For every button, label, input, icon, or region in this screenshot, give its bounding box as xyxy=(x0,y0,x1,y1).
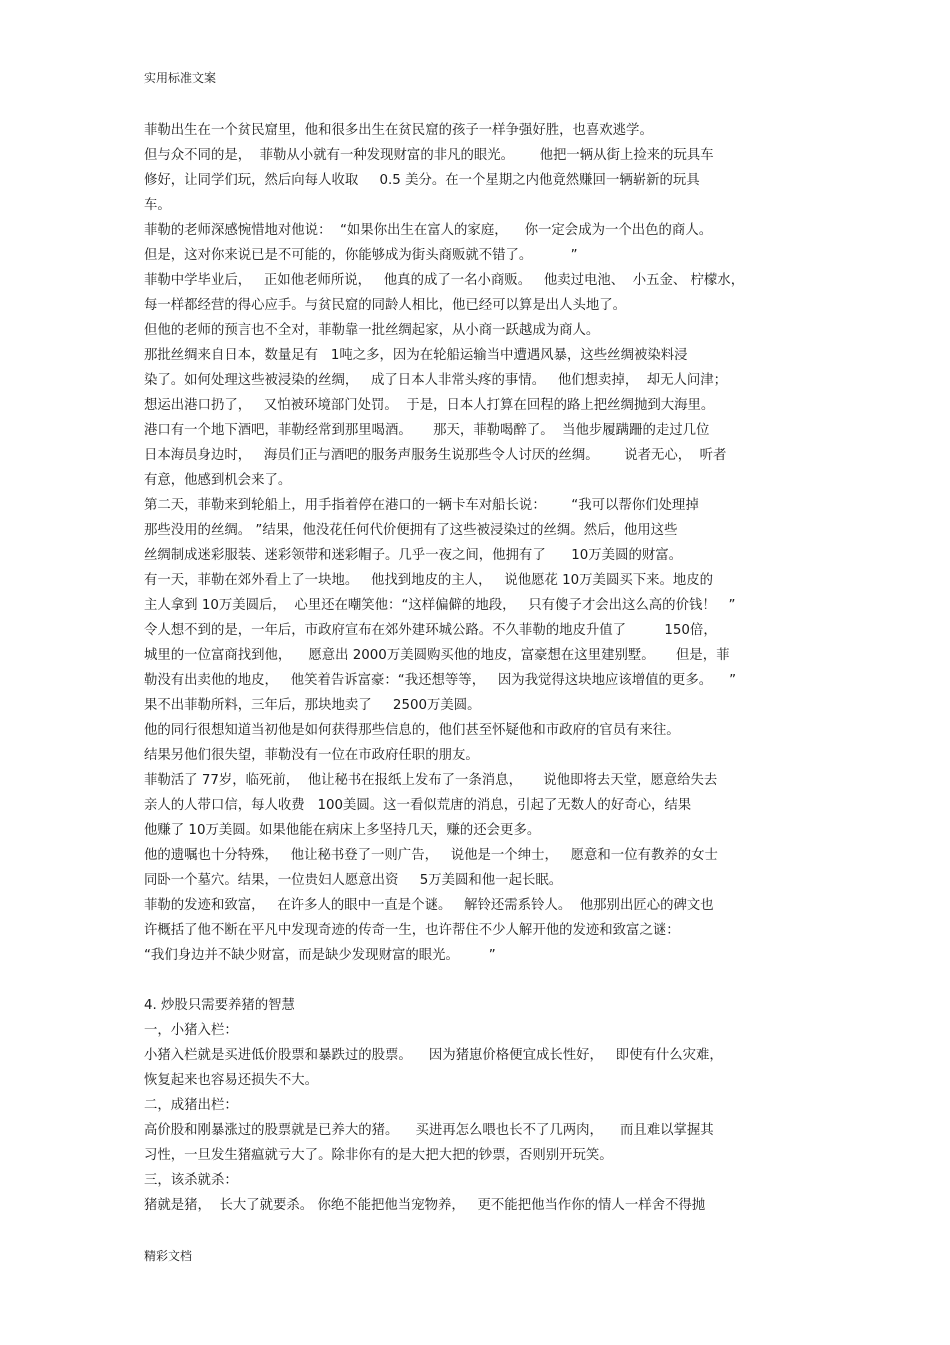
text-line: 那些没用的丝绸。 ”结果，他没花任何代价便拥有了这些被浸染过的丝绸。然后，他用这些 xyxy=(144,523,678,538)
text-line: 小猪入栏就是买进低价股票和暴跌过的股票。 因为猪崽价格便宜成长性好， 即使有什么灾难， xyxy=(144,1048,723,1063)
text-line: “我们身边并不缺少财富，而是缺少发现财富的眼光。 ” xyxy=(144,948,496,963)
stock-section xyxy=(144,993,844,1218)
text-line: 亲人的人带口信，每人收费 100美圆。这一看似荒唐的消息，引起了无数人的好奇心，结果 xyxy=(144,798,692,813)
section-gap xyxy=(144,968,844,993)
text-line: 令人想不到的是，一年后，市政府宣布在郊外建环城公路。不久菲勒的地皮升值了 150倍， xyxy=(144,623,717,638)
text-line: 菲勒的老师深感惋惜地对他说： “如果你出生在富人的家庭， 你一定会成为一个出色的商人。 xyxy=(144,223,713,238)
text-line: 猪就是猪， 长大了就要杀。 你绝不能把他当宠物养， 更不能把他当作你的情人一样舍不得抛 xyxy=(144,1198,706,1213)
subsection-heading: 一，小猪入栏： xyxy=(144,1023,238,1038)
text-line: 日本海员身边时， 海员们正与酒吧的服务声服务生说那些令人讨厌的丝绸。 说者无心， 听者 xyxy=(144,448,727,463)
subsection-heading: 三，该杀就杀： xyxy=(144,1173,238,1188)
text-line: 车。 xyxy=(144,198,171,213)
document-body xyxy=(144,118,844,1218)
text-line: 结果另他们很失望，菲勒没有一位在市政府任职的朋友。 xyxy=(144,748,479,763)
text-line: 那批丝绸来自日本，数量足有 1吨之多，因为在轮船运输当中遭遇风暴，这些丝绸被染料浸 xyxy=(144,348,688,363)
text-line: 菲勒的发迹和致富， 在许多人的眼中一直是个谜。 解铃还需系铃人。 他那别出匠心的碑文也 xyxy=(144,898,714,913)
text-line: 他赚了 10万美圆。如果他能在病床上多坚持几天，赚的还会更多。 xyxy=(144,823,541,838)
text-line: 丝绸制成迷彩服装、迷彩领带和迷彩帽子。几乎一夜之间，他拥有了 10万美圆的财富。 xyxy=(144,548,683,563)
text-line: 但他的老师的预言也不全对，菲勒靠一批丝绸起家，从小商一跃越成为商人。 xyxy=(144,323,600,338)
text-line: 有意，他感到机会来了。 xyxy=(144,473,292,488)
text-line: 港口有一个地下酒吧，菲勒经常到那里喝酒。 那天，菲勒喝醉了。 当他步履蹒跚的走过几位 xyxy=(144,423,710,438)
text-line: 修好，让同学们玩，然后向每人收取 0.5 美分。在一个星期之内他竟然赚回一辆崭新的玩具 xyxy=(144,173,700,188)
section-heading: 4. 炒股只需要养猪的智慧 xyxy=(144,998,295,1013)
text-line: 勒没有出卖他的地皮， 他笑着告诉富豪：“我还想等等， 因为我觉得这块地应该增值的更多。 ” xyxy=(144,673,737,688)
text-line: 他的遗嘱也十分特殊， 他让秘书登了一则广告， 说他是一个绅士， 愿意和一位有教养的女士 xyxy=(144,848,718,863)
text-line: 但是，这对你来说已是不可能的，你能够成为街头商贩就不错了。 ” xyxy=(144,248,578,263)
text-line: 有一天，菲勒在郊外看上了一块地。 他找到地皮的主人， 说他愿花 10万美圆买下来。地皮的 xyxy=(144,573,714,588)
story-section xyxy=(144,118,844,968)
text-line: 但与众不同的是， 菲勒从小就有一种发现财富的非凡的眼光。 他把一辆从街上捡来的玩具车 xyxy=(144,148,714,163)
subsection-heading: 二，成猪出栏： xyxy=(144,1098,238,1113)
text-line: 高价股和刚暴涨过的股票就是已养大的猪。 买进再怎么喂也长不了几两肉， 而且难以掌握其 xyxy=(144,1123,714,1138)
page-header: 实用标准文案 xyxy=(144,71,217,85)
text-line: 想运出港口扔了， 又怕被环境部门处罚。 于是，日本人打算在回程的路上把丝绸抛到大海里。 xyxy=(144,398,715,413)
text-line: 他的同行很想知道当初他是如何获得那些信息的，他们甚至怀疑他和市政府的官员有来往。 xyxy=(144,723,680,738)
text-line: 菲勒出生在一个贫民窟里，他和很多出生在贫民窟的孩子一样争强好胜，也喜欢逃学。 xyxy=(144,123,653,138)
page-footer: 精彩文档 xyxy=(144,1249,193,1263)
text-line: 菲勒中学毕业后， 正如他老师所说， 他真的成了一名小商贩。 他卖过电池、 小五金、 柠檬水， xyxy=(144,273,745,288)
text-line: 习性，一旦发生猪瘟就亏大了。除非你有的是大把大把的钞票，否则别开玩笑。 xyxy=(144,1148,613,1163)
text-line: 染了。如何处理这些被浸染的丝绸， 成了日本人非常头疼的事情。 他们想卖掉， 却无人问津； xyxy=(144,373,728,388)
text-line: 主人拿到 10万美圆后， 心里还在嘲笑他：“这样偏僻的地段， 只有傻子才会出这么高的价钱！ ” xyxy=(144,598,736,613)
text-line: 许概括了他不断在平凡中发现奇迹的传奇一生，也许帮住不少人解开他的发迹和致富之谜： xyxy=(144,923,680,938)
text-line: 果不出菲勒所料，三年后，那块地卖了 2500万美圆。 xyxy=(144,698,481,713)
text-line: 恢复起来也容易还损失不大。 xyxy=(144,1073,319,1088)
text-line: 同卧一个墓穴。结果，一位贵妇人愿意出资 5万美圆和他一起长眠。 xyxy=(144,873,563,888)
text-line: 每一样都经营的得心应手。与贫民窟的同龄人相比，他已经可以算是出人头地了。 xyxy=(144,298,627,313)
text-line: 第二天，菲勒来到轮船上，用手指着停在港口的一辆卡车对船长说： “我可以帮你们处理掉 xyxy=(144,498,699,513)
text-line: 菲勒活了 77岁，临死前， 他让秘书在报纸上发布了一条消息， 说他即将去天堂，愿意给失去 xyxy=(144,773,718,788)
text-line: 城里的一位富商找到他， 愿意出 2000万美圆购买他的地皮，富豪想在这里建别墅。 但是，菲 xyxy=(144,648,730,663)
